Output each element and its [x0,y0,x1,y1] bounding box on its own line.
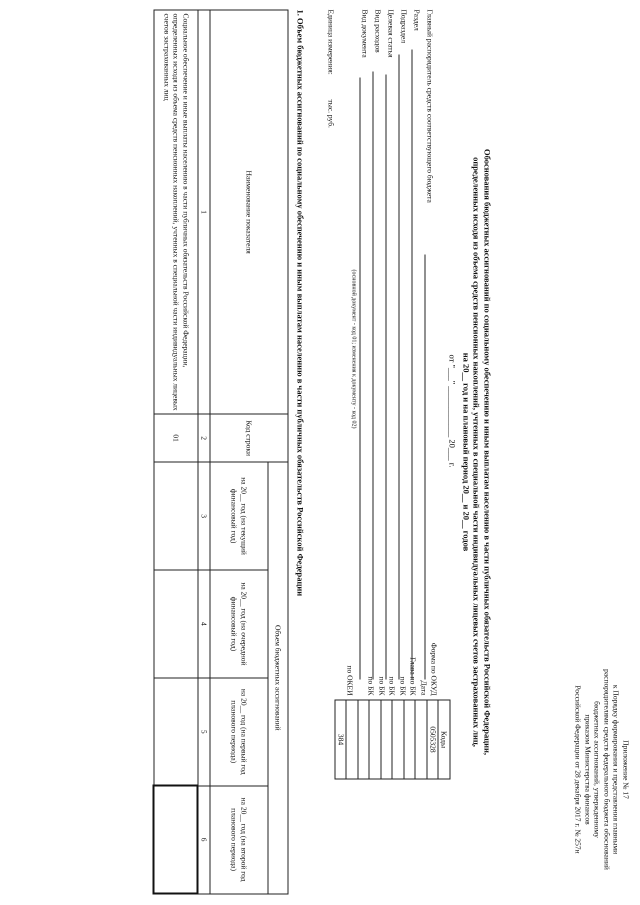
field-line [425,255,426,680]
row-cell-empty [154,678,198,786]
code-label: по БК [377,676,387,696]
title-line: определенных исходя из объема средств пенсионных накоплений, учтенных в специальной части индивидуальных лицевых счетов застрахованных лиц, [472,157,482,747]
col-header-current-year: на 20__ год (на текущий финансовый год) [210,462,268,570]
col-number: 3 [198,462,210,570]
appendix-block [574,650,631,890]
field-line [386,75,387,680]
document-note: (основной документ - код 01; изменения к документу - код 02) [350,269,357,429]
page-title [461,10,493,895]
appendix-title: Приложение № 17 [621,740,631,799]
code-value [393,700,405,779]
unit-label: Единица измерения: [326,9,336,75]
col-header-next-year: на 20__ год (на очередной финансовый год) [210,570,268,678]
code-label: Глава по БК [409,657,418,696]
appendix-line: бюджетных ассигнований, утвержденному [593,701,602,838]
code-value [416,700,428,779]
col-number: 6 [198,786,210,894]
code-value [358,700,370,779]
section1-title: 1. Объем бюджетных ассигнований по социальному обеспечению и иным выплатам населению в части публичных обязательств Российской Федерации [295,9,306,597]
title-line: на 20__ год и на плановый период 20__ и 20__ годов [461,352,472,552]
field-label-subsection: Подраздел [399,9,409,44]
code-value: 0505328 [427,700,439,779]
code-label: по БК [367,676,376,696]
col-header-name: Наименование показателя [210,10,288,414]
code-label: Форма по ОКУД [430,642,439,696]
code-value [404,700,416,779]
document-page [1,0,640,905]
row-cell-empty [154,786,198,894]
col-number: 1 [198,10,210,414]
row-cell-empty [154,570,198,678]
code-label: по ОКЕИ [346,665,355,696]
table-row [154,10,198,894]
col-number: 2 [198,414,210,462]
row-name: Социальное обеспечение и иные выплаты населению в части публичных обязательств Российской Федерации, определенных исходя из объема средств пенсионных накоплений, учтенных в специальной части индивидуальных лицевых счетов застрахованных лиц [154,10,198,414]
field-line [412,50,413,680]
code-value: 384 [335,700,347,779]
field-label-expense-type: Вид расходов [373,9,383,53]
appendix-line: распорядителями средств федерального бюджета обоснований [602,669,612,870]
code-value [381,700,393,779]
field-label-document-type: Вид документа [360,9,370,58]
appendix-line: Российской Федерации от 28 декабря 2017 г. № 257н [574,685,583,854]
codes-header: Коды [439,700,451,779]
unit-value: тыс. руб. [326,99,336,128]
row-cell-empty [154,462,198,570]
col-number: 4 [198,570,210,678]
row-code: 01 [154,414,198,462]
date-line: от "___" ____________ 20___ г. [447,354,458,468]
col-number: 5 [198,678,210,786]
appendix-line: приказом Министерства финансов [583,714,593,825]
volume-table [153,10,289,895]
col-header-plan-year-1: на 20__ год (на первый год планового периода) [210,678,268,786]
field-line [399,55,400,680]
appendix-line: к Порядку формирования и представления главными [612,684,621,855]
field-labels [357,10,435,255]
field-label-target-item: Целевая статья [386,9,396,58]
field-label-section: Раздел [412,9,422,31]
col-header-plan-year-2: на 20__ год (на второй год планового периода) [210,786,268,894]
field-line [373,72,374,680]
code-label: по БК [388,676,397,696]
title-line: Обоснования бюджетных ассигнований по социальному обеспечению и иным выплатам населению в части публичных обязательств Российской Федерации, [482,148,493,756]
col-header-group: Объем бюджетных ассигнований [268,462,288,893]
field-label-main-manager: Главный распорядитель средств соответствующего бюджета [425,9,435,203]
code-label: Дата [419,680,429,696]
col-header-code: Код строки [210,414,288,462]
code-value [347,700,359,779]
codes-table [335,700,451,780]
code-label: по БК [398,676,408,696]
field-line [360,78,361,680]
code-value [370,700,382,779]
